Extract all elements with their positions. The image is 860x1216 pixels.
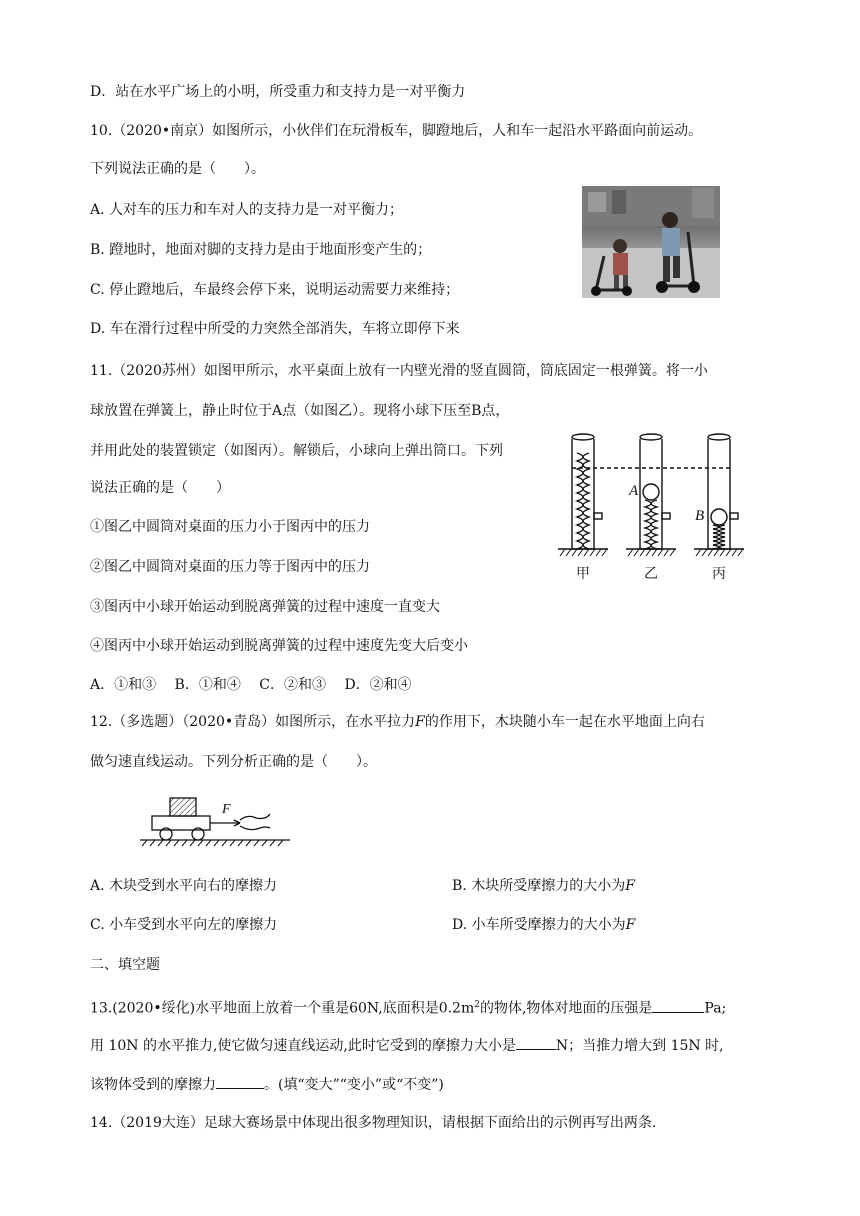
q10-option-d: D. 车在滑行过程中所受的力突然全部消失，车将立即停下来	[90, 321, 460, 337]
q12-option-c: C. 小车受到水平向左的摩擦力	[90, 917, 278, 933]
label-jia: 甲	[576, 566, 590, 582]
q13-line2: 用 10N 的水平推力,使它做匀速直线运动,此时它受到的摩擦力大小是 N；当推力增大到 15N 时,	[90, 1035, 724, 1056]
q13-blank-change[interactable]	[216, 1074, 264, 1089]
q12-option-a: A. 木块受到水平向右的摩擦力	[90, 878, 278, 894]
q10-stem-line2: 下列说法正确的是（ ）。	[90, 161, 265, 177]
force-f-label: F	[222, 802, 231, 817]
q10-option-b: B. 蹬地时，地面对脚的支持力是由于地面形变产生的；	[90, 242, 432, 258]
q12-stem-line2: 做匀速直线运动。下列分析正确的是（ ）。	[90, 754, 377, 770]
q12-stem-line1: 12.（多选题）（2020•青岛）如图所示，在水平拉力F的作用下，木块随小车一起在水平地面上向右	[90, 714, 705, 730]
q13-blank-friction[interactable]	[516, 1035, 556, 1050]
spring-cylinder-figure	[554, 425, 754, 585]
scooter-photo	[582, 186, 720, 298]
q11-statement-1: ①图乙中圆筒对桌面的压力小于图丙中的压力	[90, 519, 370, 535]
q11-stem-line2: 球放置在弹簧上，静止时位于A点（如图乙）。现将小球下压至B点，	[90, 403, 510, 419]
q11-statement-4: ④图丙中小球开始运动到脱离弹簧的过程中速度先变大后变小	[90, 638, 468, 654]
q14-stem: 14.（2019大连）足球大赛场景中体现出很多物理知识，请根据下面给出的示例再写出两条.	[90, 1115, 657, 1131]
q11-statement-2: ②图乙中圆筒对桌面的压力等于图丙中的压力	[90, 559, 370, 575]
label-yi: 乙	[644, 566, 658, 582]
point-b-label: B	[695, 508, 705, 524]
section-fill-in-title: 二、填空题	[90, 957, 160, 973]
cart-figure	[140, 792, 300, 852]
q11-stem-line4: 说法正确的是（ ）	[90, 480, 230, 496]
q11-stem-line1: 11.（2020苏州）如图甲所示，水平桌面上放有一内壁光滑的竖直圆筒，筒底固定一根弹簧。将一小	[90, 363, 708, 379]
q10-stem-line1: 10.（2020•南京）如图所示，小伙伴们在玩滑板车，脚蹬地后，人和车一起沿水平路面向前运动。	[90, 123, 703, 139]
point-a-label: A	[629, 483, 639, 499]
q10-option-a: A. 人对车的压力和车对人的支持力是一对平衡力；	[90, 202, 404, 218]
q13-blank-pressure[interactable]	[652, 998, 704, 1013]
q9-option-d: D．站在水平广场上的小明，所受重力和支持力是一对平衡力	[90, 84, 466, 100]
q11-stem-line3: 并用此处的装置锁定（如图丙）。解锁后，小球向上弹出筒口。下列	[90, 443, 503, 459]
q13-line3: 该物体受到的摩擦力 。(填“变大”“变小”或“不变”)	[90, 1074, 444, 1095]
q11-options: A．①和③ B．①和④ C．②和③ D．②和④	[90, 677, 412, 693]
q10-option-c: C. 停止蹬地后，车最终会停下来，说明运动需要力来维持；	[90, 282, 460, 298]
q12-option-b: B. 木块所受摩擦力的大小为F	[452, 878, 635, 894]
q12-option-d: D. 小车所受摩擦力的大小为F	[452, 917, 636, 933]
q11-statement-3: ③图丙中小球开始运动到脱离弹簧的过程中速度一直变大	[90, 599, 440, 615]
label-bing: 丙	[712, 566, 726, 582]
q13-line1: 13.(2020•绥化)水平地面上放着一个重是60N,底面积是$0.2m^2$的物体,物体对地面的压强是 Pa;	[90, 995, 726, 1019]
